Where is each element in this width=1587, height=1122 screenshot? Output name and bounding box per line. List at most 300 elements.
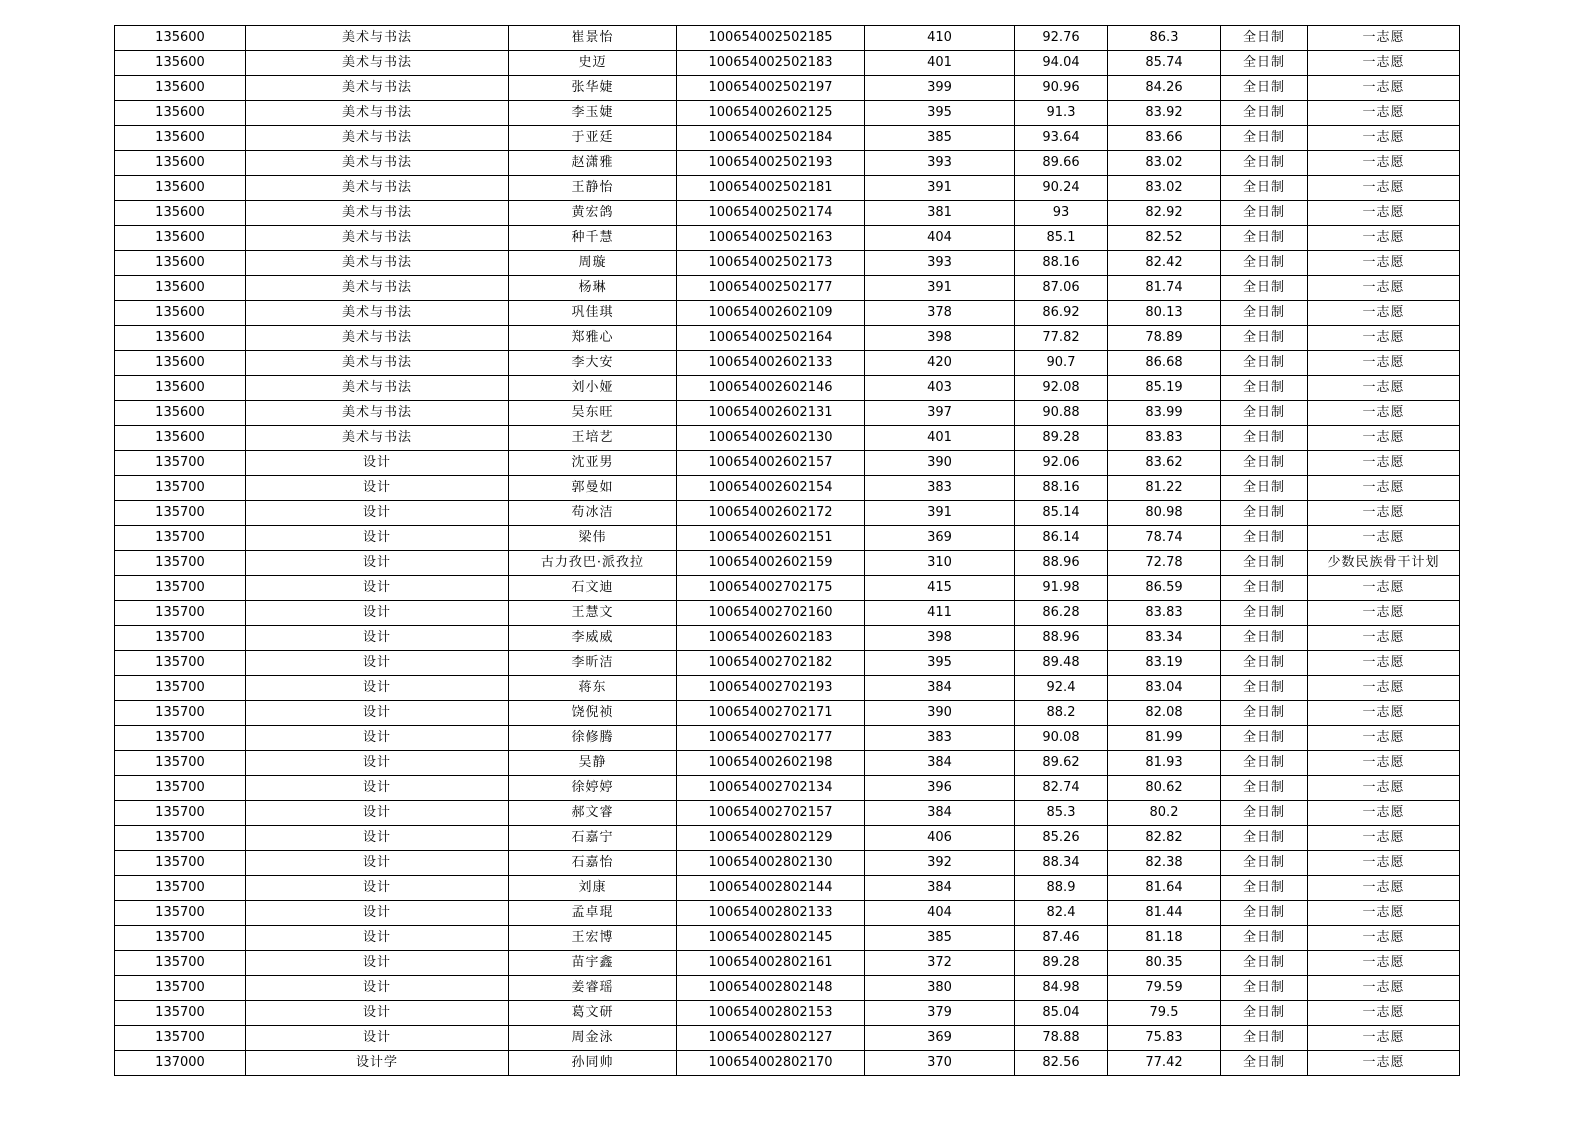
major-name-cell: 美术与书法	[246, 76, 509, 101]
volunteer-type-cell: 少数民族骨干计划	[1308, 551, 1460, 576]
exam-id-cell: 100654002702157	[677, 801, 865, 826]
initial-score-cell: 310	[865, 551, 1015, 576]
student-name-cell: 苟冰洁	[509, 501, 677, 526]
exam-id-cell: 100654002602146	[677, 376, 865, 401]
exam-id-cell: 100654002602154	[677, 476, 865, 501]
retest-score-cell: 92.06	[1015, 451, 1108, 476]
major-code-cell: 135700	[115, 726, 246, 751]
total-score-cell: 79.5	[1108, 1001, 1221, 1026]
retest-score-cell: 85.26	[1015, 826, 1108, 851]
study-mode-cell: 全日制	[1221, 701, 1308, 726]
table-row	[115, 976, 1460, 1001]
total-score-cell: 78.89	[1108, 326, 1221, 351]
initial-score-cell: 378	[865, 301, 1015, 326]
table-row	[115, 426, 1460, 451]
student-name-cell: 沈亚男	[509, 451, 677, 476]
major-name-cell: 设计	[246, 701, 509, 726]
initial-score-cell: 380	[865, 976, 1015, 1001]
study-mode-cell: 全日制	[1221, 51, 1308, 76]
student-name-cell: 郝文睿	[509, 801, 677, 826]
table-row	[115, 401, 1460, 426]
study-mode-cell: 全日制	[1221, 1051, 1308, 1076]
initial-score-cell: 398	[865, 326, 1015, 351]
student-name-cell: 郭曼如	[509, 476, 677, 501]
study-mode-cell: 全日制	[1221, 951, 1308, 976]
total-score-cell: 83.99	[1108, 401, 1221, 426]
study-mode-cell: 全日制	[1221, 826, 1308, 851]
table-row	[115, 151, 1460, 176]
student-name-cell: 郑雅心	[509, 326, 677, 351]
total-score-cell: 83.19	[1108, 651, 1221, 676]
initial-score-cell: 397	[865, 401, 1015, 426]
retest-score-cell: 89.66	[1015, 151, 1108, 176]
exam-id-cell: 100654002502184	[677, 126, 865, 151]
total-score-cell: 85.19	[1108, 376, 1221, 401]
table-row	[115, 1001, 1460, 1026]
volunteer-type-cell: 一志愿	[1308, 1026, 1460, 1051]
initial-score-cell: 415	[865, 576, 1015, 601]
study-mode-cell: 全日制	[1221, 676, 1308, 701]
retest-score-cell: 86.92	[1015, 301, 1108, 326]
volunteer-type-cell: 一志愿	[1308, 801, 1460, 826]
major-code-cell: 135600	[115, 301, 246, 326]
initial-score-cell: 391	[865, 501, 1015, 526]
total-score-cell: 86.3	[1108, 26, 1221, 51]
volunteer-type-cell: 一志愿	[1308, 126, 1460, 151]
exam-id-cell: 100654002802148	[677, 976, 865, 1001]
exam-id-cell: 100654002802133	[677, 901, 865, 926]
student-name-cell: 刘小娅	[509, 376, 677, 401]
major-name-cell: 设计	[246, 926, 509, 951]
retest-score-cell: 82.74	[1015, 776, 1108, 801]
major-code-cell: 135600	[115, 26, 246, 51]
retest-score-cell: 84.98	[1015, 976, 1108, 1001]
retest-score-cell: 89.28	[1015, 426, 1108, 451]
exam-id-cell: 100654002502193	[677, 151, 865, 176]
major-name-cell: 设计	[246, 826, 509, 851]
table-row	[115, 726, 1460, 751]
retest-score-cell: 92.76	[1015, 26, 1108, 51]
initial-score-cell: 395	[865, 101, 1015, 126]
initial-score-cell: 406	[865, 826, 1015, 851]
major-code-cell: 135700	[115, 926, 246, 951]
major-code-cell: 135700	[115, 776, 246, 801]
table-row	[115, 451, 1460, 476]
volunteer-type-cell: 一志愿	[1308, 401, 1460, 426]
volunteer-type-cell: 一志愿	[1308, 151, 1460, 176]
total-score-cell: 83.83	[1108, 601, 1221, 626]
initial-score-cell: 381	[865, 201, 1015, 226]
exam-id-cell: 100654002502164	[677, 326, 865, 351]
study-mode-cell: 全日制	[1221, 376, 1308, 401]
exam-id-cell: 100654002702182	[677, 651, 865, 676]
student-name-cell: 张华婕	[509, 76, 677, 101]
retest-score-cell: 87.06	[1015, 276, 1108, 301]
initial-score-cell: 391	[865, 276, 1015, 301]
volunteer-type-cell: 一志愿	[1308, 576, 1460, 601]
initial-score-cell: 383	[865, 476, 1015, 501]
volunteer-type-cell: 一志愿	[1308, 751, 1460, 776]
exam-id-cell: 100654002502163	[677, 226, 865, 251]
retest-score-cell: 88.2	[1015, 701, 1108, 726]
exam-id-cell: 100654002502173	[677, 251, 865, 276]
major-code-cell: 135600	[115, 426, 246, 451]
initial-score-cell: 372	[865, 951, 1015, 976]
total-score-cell: 80.62	[1108, 776, 1221, 801]
major-code-cell: 135600	[115, 376, 246, 401]
study-mode-cell: 全日制	[1221, 526, 1308, 551]
retest-score-cell: 85.3	[1015, 801, 1108, 826]
study-mode-cell: 全日制	[1221, 276, 1308, 301]
table-row	[115, 626, 1460, 651]
table-row	[115, 1026, 1460, 1051]
table-row	[115, 826, 1460, 851]
major-name-cell: 美术与书法	[246, 26, 509, 51]
study-mode-cell: 全日制	[1221, 851, 1308, 876]
study-mode-cell: 全日制	[1221, 901, 1308, 926]
admission-table	[114, 25, 1460, 1076]
student-name-cell: 杨琳	[509, 276, 677, 301]
total-score-cell: 83.83	[1108, 426, 1221, 451]
student-name-cell: 刘康	[509, 876, 677, 901]
table-body	[115, 26, 1460, 1076]
student-name-cell: 黄宏鸽	[509, 201, 677, 226]
major-code-cell: 135700	[115, 501, 246, 526]
initial-score-cell: 384	[865, 676, 1015, 701]
table-row	[115, 376, 1460, 401]
student-name-cell: 吴静	[509, 751, 677, 776]
total-score-cell: 75.83	[1108, 1026, 1221, 1051]
major-name-cell: 设计	[246, 1026, 509, 1051]
study-mode-cell: 全日制	[1221, 126, 1308, 151]
exam-id-cell: 100654002702160	[677, 601, 865, 626]
retest-score-cell: 88.9	[1015, 876, 1108, 901]
initial-score-cell: 383	[865, 726, 1015, 751]
volunteer-type-cell: 一志愿	[1308, 376, 1460, 401]
student-name-cell: 石文迪	[509, 576, 677, 601]
table-row	[115, 26, 1460, 51]
retest-score-cell: 94.04	[1015, 51, 1108, 76]
initial-score-cell: 384	[865, 801, 1015, 826]
total-score-cell: 81.99	[1108, 726, 1221, 751]
exam-id-cell: 100654002502183	[677, 51, 865, 76]
major-code-cell: 135600	[115, 101, 246, 126]
student-name-cell: 于亚廷	[509, 126, 677, 151]
major-name-cell: 设计	[246, 576, 509, 601]
student-name-cell: 梁伟	[509, 526, 677, 551]
exam-id-cell: 100654002702193	[677, 676, 865, 701]
study-mode-cell: 全日制	[1221, 476, 1308, 501]
initial-score-cell: 410	[865, 26, 1015, 51]
retest-score-cell: 88.96	[1015, 626, 1108, 651]
volunteer-type-cell: 一志愿	[1308, 976, 1460, 1001]
student-name-cell: 李玉婕	[509, 101, 677, 126]
major-name-cell: 设计	[246, 776, 509, 801]
initial-score-cell: 385	[865, 926, 1015, 951]
initial-score-cell: 369	[865, 526, 1015, 551]
exam-id-cell: 100654002502197	[677, 76, 865, 101]
major-code-cell: 135700	[115, 676, 246, 701]
total-score-cell: 83.02	[1108, 151, 1221, 176]
student-name-cell: 王宏博	[509, 926, 677, 951]
major-code-cell: 135700	[115, 826, 246, 851]
exam-id-cell: 100654002502174	[677, 201, 865, 226]
volunteer-type-cell: 一志愿	[1308, 676, 1460, 701]
major-code-cell: 135700	[115, 751, 246, 776]
exam-id-cell: 100654002602130	[677, 426, 865, 451]
student-name-cell: 李大安	[509, 351, 677, 376]
volunteer-type-cell: 一志愿	[1308, 626, 1460, 651]
retest-score-cell: 88.16	[1015, 251, 1108, 276]
major-name-cell: 美术与书法	[246, 326, 509, 351]
initial-score-cell: 399	[865, 76, 1015, 101]
retest-score-cell: 78.88	[1015, 1026, 1108, 1051]
study-mode-cell: 全日制	[1221, 1026, 1308, 1051]
major-code-cell: 135600	[115, 126, 246, 151]
major-name-cell: 设计	[246, 976, 509, 1001]
major-name-cell: 设计	[246, 501, 509, 526]
table-row	[115, 201, 1460, 226]
volunteer-type-cell: 一志愿	[1308, 601, 1460, 626]
major-code-cell: 135700	[115, 901, 246, 926]
volunteer-type-cell: 一志愿	[1308, 876, 1460, 901]
major-name-cell: 设计	[246, 451, 509, 476]
total-score-cell: 81.64	[1108, 876, 1221, 901]
retest-score-cell: 89.62	[1015, 751, 1108, 776]
major-name-cell: 设计	[246, 801, 509, 826]
table-row	[115, 176, 1460, 201]
total-score-cell: 81.93	[1108, 751, 1221, 776]
major-code-cell: 135700	[115, 851, 246, 876]
exam-id-cell: 100654002502181	[677, 176, 865, 201]
total-score-cell: 82.38	[1108, 851, 1221, 876]
volunteer-type-cell: 一志愿	[1308, 176, 1460, 201]
retest-score-cell: 92.08	[1015, 376, 1108, 401]
student-name-cell: 李昕洁	[509, 651, 677, 676]
student-name-cell: 种千慧	[509, 226, 677, 251]
retest-score-cell: 89.48	[1015, 651, 1108, 676]
volunteer-type-cell: 一志愿	[1308, 726, 1460, 751]
major-code-cell: 135600	[115, 201, 246, 226]
exam-id-cell: 100654002602133	[677, 351, 865, 376]
retest-score-cell: 82.4	[1015, 901, 1108, 926]
exam-id-cell: 100654002702134	[677, 776, 865, 801]
table-row	[115, 851, 1460, 876]
study-mode-cell: 全日制	[1221, 301, 1308, 326]
volunteer-type-cell: 一志愿	[1308, 51, 1460, 76]
major-code-cell: 135700	[115, 601, 246, 626]
exam-id-cell: 100654002802129	[677, 826, 865, 851]
retest-score-cell: 86.28	[1015, 601, 1108, 626]
table-row	[115, 476, 1460, 501]
retest-score-cell: 90.96	[1015, 76, 1108, 101]
study-mode-cell: 全日制	[1221, 251, 1308, 276]
initial-score-cell: 384	[865, 751, 1015, 776]
study-mode-cell: 全日制	[1221, 651, 1308, 676]
exam-id-cell: 100654002802170	[677, 1051, 865, 1076]
volunteer-type-cell: 一志愿	[1308, 526, 1460, 551]
major-name-cell: 设计	[246, 676, 509, 701]
volunteer-type-cell: 一志愿	[1308, 101, 1460, 126]
initial-score-cell: 370	[865, 1051, 1015, 1076]
study-mode-cell: 全日制	[1221, 601, 1308, 626]
study-mode-cell: 全日制	[1221, 876, 1308, 901]
major-code-cell: 135600	[115, 276, 246, 301]
student-name-cell: 巩佳琪	[509, 301, 677, 326]
exam-id-cell: 100654002602125	[677, 101, 865, 126]
student-name-cell: 石嘉怡	[509, 851, 677, 876]
initial-score-cell: 393	[865, 251, 1015, 276]
study-mode-cell: 全日制	[1221, 101, 1308, 126]
total-score-cell: 84.26	[1108, 76, 1221, 101]
study-mode-cell: 全日制	[1221, 326, 1308, 351]
study-mode-cell: 全日制	[1221, 401, 1308, 426]
total-score-cell: 81.18	[1108, 926, 1221, 951]
initial-score-cell: 379	[865, 1001, 1015, 1026]
total-score-cell: 80.2	[1108, 801, 1221, 826]
initial-score-cell: 396	[865, 776, 1015, 801]
volunteer-type-cell: 一志愿	[1308, 651, 1460, 676]
major-name-cell: 美术与书法	[246, 401, 509, 426]
volunteer-type-cell: 一志愿	[1308, 451, 1460, 476]
major-code-cell: 135700	[115, 551, 246, 576]
total-score-cell: 82.08	[1108, 701, 1221, 726]
volunteer-type-cell: 一志愿	[1308, 26, 1460, 51]
major-name-cell: 美术与书法	[246, 51, 509, 76]
volunteer-type-cell: 一志愿	[1308, 826, 1460, 851]
major-name-cell: 设计	[246, 626, 509, 651]
study-mode-cell: 全日制	[1221, 151, 1308, 176]
major-name-cell: 美术与书法	[246, 101, 509, 126]
retest-score-cell: 88.34	[1015, 851, 1108, 876]
volunteer-type-cell: 一志愿	[1308, 251, 1460, 276]
retest-score-cell: 93.64	[1015, 126, 1108, 151]
major-name-cell: 美术与书法	[246, 176, 509, 201]
total-score-cell: 81.74	[1108, 276, 1221, 301]
major-code-cell: 135600	[115, 226, 246, 251]
total-score-cell: 72.78	[1108, 551, 1221, 576]
major-name-cell: 美术与书法	[246, 226, 509, 251]
study-mode-cell: 全日制	[1221, 26, 1308, 51]
table-row	[115, 351, 1460, 376]
study-mode-cell: 全日制	[1221, 726, 1308, 751]
major-code-cell: 135600	[115, 51, 246, 76]
initial-score-cell: 401	[865, 426, 1015, 451]
student-name-cell: 崔景怡	[509, 26, 677, 51]
exam-id-cell: 100654002702175	[677, 576, 865, 601]
total-score-cell: 80.98	[1108, 501, 1221, 526]
study-mode-cell: 全日制	[1221, 76, 1308, 101]
major-code-cell: 135700	[115, 951, 246, 976]
retest-score-cell: 90.24	[1015, 176, 1108, 201]
total-score-cell: 86.59	[1108, 576, 1221, 601]
initial-score-cell: 384	[865, 876, 1015, 901]
student-name-cell: 周璇	[509, 251, 677, 276]
student-name-cell: 王慧文	[509, 601, 677, 626]
volunteer-type-cell: 一志愿	[1308, 926, 1460, 951]
initial-score-cell: 392	[865, 851, 1015, 876]
major-name-cell: 美术与书法	[246, 301, 509, 326]
total-score-cell: 86.68	[1108, 351, 1221, 376]
table-row	[115, 651, 1460, 676]
volunteer-type-cell: 一志愿	[1308, 851, 1460, 876]
table-row	[115, 551, 1460, 576]
retest-score-cell: 85.04	[1015, 1001, 1108, 1026]
major-name-cell: 设计	[246, 601, 509, 626]
student-name-cell: 周金泳	[509, 1026, 677, 1051]
student-name-cell: 李威威	[509, 626, 677, 651]
major-name-cell: 美术与书法	[246, 376, 509, 401]
table-row	[115, 501, 1460, 526]
initial-score-cell: 404	[865, 226, 1015, 251]
retest-score-cell: 82.56	[1015, 1051, 1108, 1076]
total-score-cell: 80.35	[1108, 951, 1221, 976]
volunteer-type-cell: 一志愿	[1308, 426, 1460, 451]
study-mode-cell: 全日制	[1221, 776, 1308, 801]
study-mode-cell: 全日制	[1221, 551, 1308, 576]
major-name-cell: 美术与书法	[246, 351, 509, 376]
volunteer-type-cell: 一志愿	[1308, 501, 1460, 526]
retest-score-cell: 86.14	[1015, 526, 1108, 551]
total-score-cell: 78.74	[1108, 526, 1221, 551]
volunteer-type-cell: 一志愿	[1308, 201, 1460, 226]
total-score-cell: 82.82	[1108, 826, 1221, 851]
major-name-cell: 美术与书法	[246, 426, 509, 451]
exam-id-cell: 100654002802130	[677, 851, 865, 876]
retest-score-cell: 93	[1015, 201, 1108, 226]
major-code-cell: 135600	[115, 151, 246, 176]
table-row	[115, 276, 1460, 301]
student-name-cell: 石嘉宁	[509, 826, 677, 851]
major-code-cell: 135700	[115, 876, 246, 901]
retest-score-cell: 90.88	[1015, 401, 1108, 426]
major-name-cell: 设计	[246, 651, 509, 676]
volunteer-type-cell: 一志愿	[1308, 326, 1460, 351]
exam-id-cell: 100654002802144	[677, 876, 865, 901]
study-mode-cell: 全日制	[1221, 751, 1308, 776]
retest-score-cell: 77.82	[1015, 326, 1108, 351]
table-row	[115, 801, 1460, 826]
total-score-cell: 85.74	[1108, 51, 1221, 76]
table-row	[115, 926, 1460, 951]
major-name-cell: 美术与书法	[246, 201, 509, 226]
study-mode-cell: 全日制	[1221, 976, 1308, 1001]
major-code-cell: 135600	[115, 176, 246, 201]
major-name-cell: 美术与书法	[246, 126, 509, 151]
exam-id-cell: 100654002702177	[677, 726, 865, 751]
study-mode-cell: 全日制	[1221, 451, 1308, 476]
major-code-cell: 135700	[115, 526, 246, 551]
volunteer-type-cell: 一志愿	[1308, 1001, 1460, 1026]
major-code-cell: 135700	[115, 626, 246, 651]
table-row	[115, 901, 1460, 926]
student-name-cell: 苗宇鑫	[509, 951, 677, 976]
student-name-cell: 王静怡	[509, 176, 677, 201]
major-code-cell: 135600	[115, 251, 246, 276]
volunteer-type-cell: 一志愿	[1308, 276, 1460, 301]
total-score-cell: 83.04	[1108, 676, 1221, 701]
volunteer-type-cell: 一志愿	[1308, 226, 1460, 251]
major-code-cell: 135700	[115, 801, 246, 826]
table-row	[115, 326, 1460, 351]
exam-id-cell: 100654002802127	[677, 1026, 865, 1051]
retest-score-cell: 88.16	[1015, 476, 1108, 501]
retest-score-cell: 89.28	[1015, 951, 1108, 976]
student-name-cell: 蒋东	[509, 676, 677, 701]
initial-score-cell: 369	[865, 1026, 1015, 1051]
major-name-cell: 设计	[246, 751, 509, 776]
volunteer-type-cell: 一志愿	[1308, 776, 1460, 801]
